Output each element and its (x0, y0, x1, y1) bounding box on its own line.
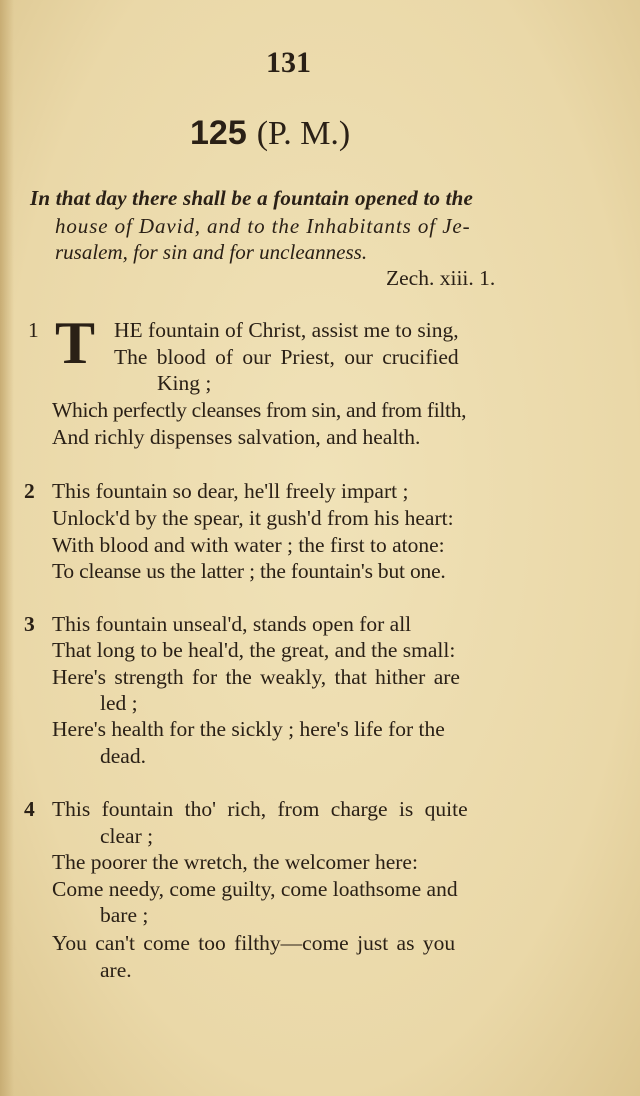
stanza-number: 1 (28, 318, 39, 342)
epigraph-line: house of David, and to the Inhabitants of Je- (55, 214, 471, 238)
stanza-number: 2 (24, 479, 35, 503)
verse-line: HE fountain of Christ, assist me to sing, (114, 318, 459, 342)
verse-line: King ; (157, 371, 212, 395)
page-edge-shadow (0, 0, 14, 1096)
verse-line: Unlock'd by the spear, it gush'd from his heart: (52, 506, 454, 530)
verse-line: This fountain unseal'd, stands open for all (52, 612, 412, 636)
drop-cap: T (55, 310, 96, 376)
epigraph-line: rusalem, for sin and for uncleanness. (55, 240, 368, 264)
verse-line: The poorer the wretch, the welcomer here: (52, 850, 418, 874)
verse-line: Which perfectly cleanses from sin, and from filth, (52, 398, 467, 422)
verse-line: This fountain so dear, he'll freely impart ; (52, 479, 409, 503)
verse-line: You can't come too filthy—come just as you (52, 931, 456, 955)
epigraph-line: In that day there shall be a fountain opened to the (30, 186, 474, 210)
hymn-meter: (P. M.) (256, 115, 351, 152)
scripture-reference: Zech. xiii. 1. (386, 266, 496, 290)
page-number: 131 (266, 46, 311, 79)
stanza-number: 3 (24, 612, 35, 636)
verse-line: dead. (100, 744, 146, 768)
verse-line: clear ; (100, 824, 154, 848)
verse-line: bare ; (100, 903, 149, 927)
verse-line: The blood of our Priest, our crucified (114, 345, 459, 369)
verse-line: are. (100, 958, 132, 982)
verse-line: With blood and with water ; the first to atone: (52, 533, 445, 557)
verse-line: Come needy, come guilty, come loathsome and (52, 877, 458, 901)
verse-line: That long to be heal'd, the great, and the small: (52, 638, 456, 662)
hymn-heading (190, 114, 350, 153)
stanza-number: 4 (24, 797, 35, 821)
verse-line: To cleanse us the latter ; the fountain's but one. (52, 559, 446, 583)
verse-line: Here's health for the sickly ; here's life for the (52, 717, 445, 741)
verse-line: And richly dispenses salvation, and health. (52, 425, 421, 449)
hymn-number: 125 (190, 114, 247, 152)
verse-line: This fountain tho' rich, from charge is quite (52, 797, 468, 821)
verse-line: led ; (100, 691, 138, 715)
verse-line: Here's strength for the weakly, that hither are (52, 665, 460, 689)
